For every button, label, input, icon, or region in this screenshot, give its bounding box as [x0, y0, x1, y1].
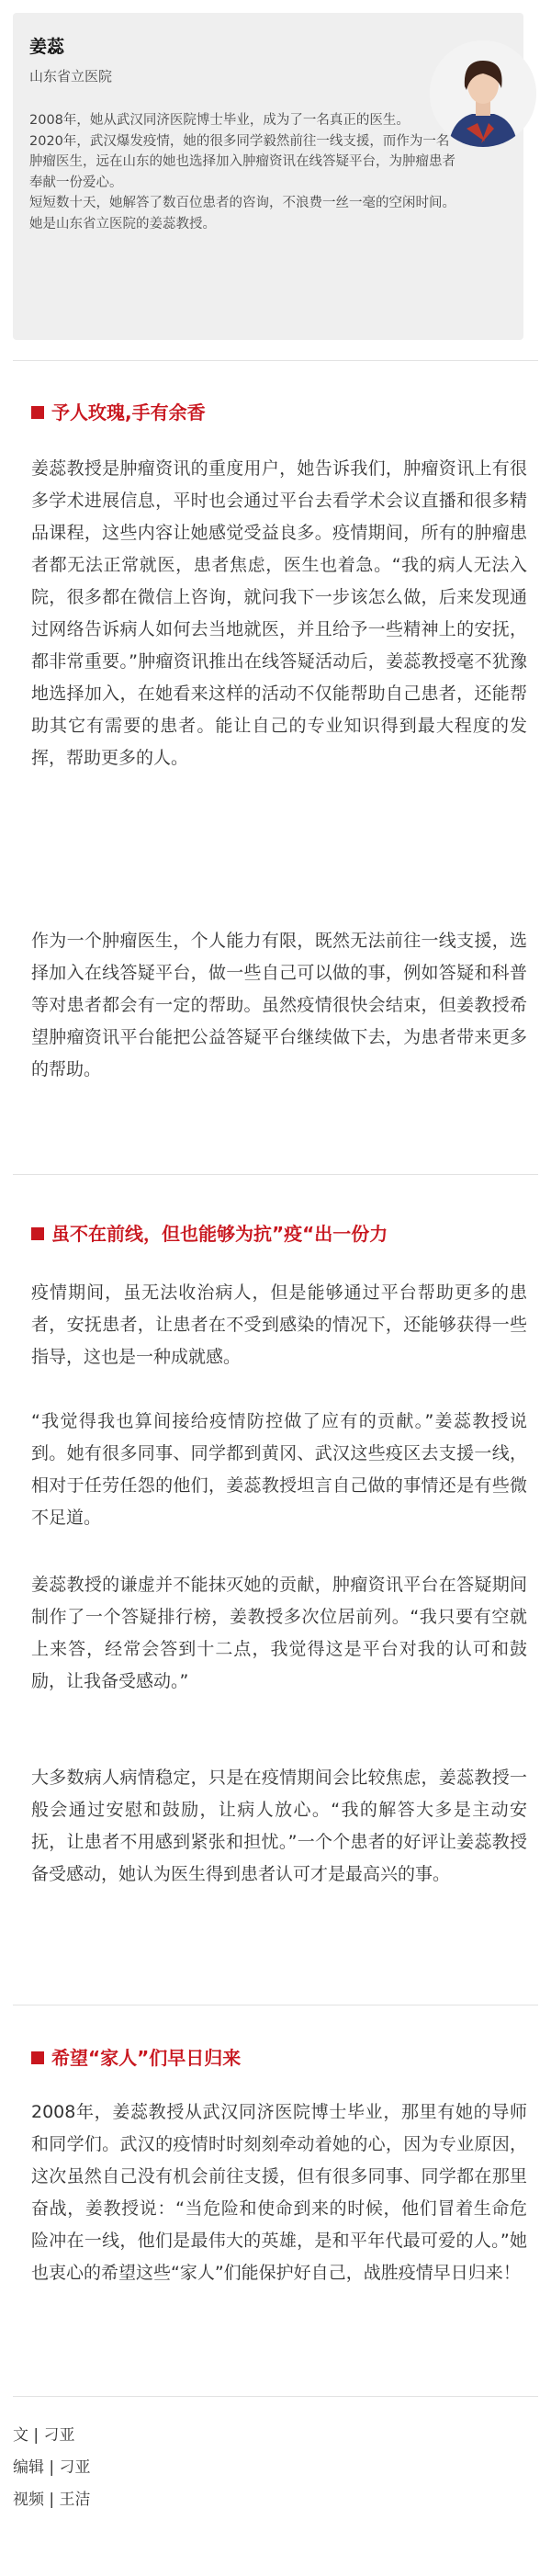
paragraph-text: 姜蕊教授是肿瘤资讯的重度用户，她告诉我们，肿瘤资讯上有很多学术进展信息，平时也会通过平台去看学术会议直播和很多精品课程，这些内容让她感觉受益良多。疫情期间，所有的肿瘤患者都无法正常就医，患者焦虑，医生也着急。“我的病人无法入院，很多都在微信上咨询，就问我下一步该怎么做，后来发现通过网络告诉病人如何去当地就医，并且给予一些精神上的安抚，都非常重要。”肿瘤资讯推出在线答疑活动后，姜蕊教授毫不犹豫地选择加入，在她看来这样的活动不仅能帮助自己患者，还能帮助其它有需要的患者。能让自己的专业知识得到最大程度的发挥，帮助更多的人。 — [31, 458, 527, 768]
credit-author: 文 | 刁亚 — [13, 2426, 75, 2445]
section-title: 虽不在前线，但也能够为抗”疫“出一份力 — [51, 1223, 388, 1245]
paragraph — [31, 1569, 527, 1698]
profile-name: 姜蕊 — [29, 37, 65, 57]
paragraph-text: 姜蕊教授的谦虚并不能抹灭她的贡献，肿瘤资讯平台在答疑期间制作了一个答疑排行榜，姜教授多次位居前列。“我只要有空就上来答，经常会答到十二点，我觉得这是平台对我的认可和鼓励，让我备受感动。” — [31, 1575, 527, 1691]
divider — [13, 1174, 538, 1175]
credit-video: 视频 | 王洁 — [13, 2491, 91, 2509]
credit-editor: 编辑 | 刁亚 — [13, 2458, 91, 2477]
credits — [13, 2420, 91, 2516]
paragraph — [31, 1277, 527, 1373]
paragraph-text: 疫情期间，虽无法收治病人，但是能够通过平台帮助更多的患者，安抚患者，让患者在不受到感染的情况下，还能够获得一些指导，这也是一种成就感。 — [31, 1282, 527, 1367]
paragraph — [31, 1762, 527, 1891]
section-title: 予人玫瑰,手有余香 — [51, 401, 206, 424]
divider — [13, 360, 538, 361]
paragraph — [31, 925, 527, 1086]
section-heading — [31, 398, 206, 424]
paragraph-text: 2008年，姜蕊教授从武汉同济医院博士毕业，那里有她的导师和同学们。武汉的疫情时时刻刻牵动着她的心，因为专业原因，这次虽然自己没有机会前往支援，但有很多同事、同学都在那里奋战，姜教授说：“当危险和使命到来的时候，他们冒着生命危险冲在一线，他们是最伟大的英雄，是和平年代最可爱的人。”她也衷心的希望这些“家人”们能保护好自己，战胜疫情早日归来！ — [31, 2102, 527, 2283]
avatar — [430, 40, 536, 147]
profile-bio — [29, 110, 461, 234]
section-title: 希望“家人”们早日归来 — [51, 2047, 242, 2069]
section-heading — [31, 1219, 388, 1246]
paragraph — [31, 453, 527, 774]
red-square-marker-icon — [31, 2051, 44, 2064]
section-heading — [31, 2043, 241, 2070]
paragraph-text: “我觉得我也算间接给疫情防控做了应有的贡献。”姜蕊教授说到。她有很多同事、同学都到黄冈、武汉这些疫区去支援一线，相对于任劳任怨的他们，姜蕊教授坦言自己做的事情还是有些微不足道。 — [31, 1411, 527, 1528]
divider — [13, 2396, 538, 2397]
profile-card — [13, 13, 523, 340]
portrait-photo-icon — [430, 40, 536, 147]
bio-line: 短短数十天，她解答了数百位患者的咨询，不浪费一丝一毫的空闲时间。 — [29, 196, 455, 210]
bio-line: 2008年，她从武汉同济医院博士毕业，成为了一名真正的医生。 — [29, 113, 410, 128]
red-square-marker-icon — [31, 1227, 44, 1240]
profile-hospital: 山东省立医院 — [29, 68, 113, 85]
red-square-marker-icon — [31, 406, 44, 419]
bio-line: 2020年，武汉爆发疫情，她的很多同学毅然前往一线支援，而作为一名肿瘤医生，远在山东的她也选择加入肿瘤资讯在线答疑平台，为肿瘤患者奉献一份爱心。 — [29, 133, 455, 190]
paragraph — [31, 1406, 527, 1534]
paragraph-text: 大多数病人病情稳定，只是在疫情期间会比较焦虑，姜蕊教授一般会通过安慰和鼓励，让病人放心。“我的解答大多是主动安抚，让患者不用感到紧张和担忧。”一个个患者的好评让姜蕊教授备受感动，她认为医生得到患者认可才是最高兴的事。 — [31, 1768, 527, 1884]
paragraph — [31, 2096, 527, 2289]
paragraph-text: 作为一个肿瘤医生，个人能力有限，既然无法前往一线支援，选择加入在线答疑平台，做一些自己可以做的事，例如答疑和科普等对患者都会有一定的帮助。虽然疫情很快会结束，但姜教授希望肿瘤资讯平台能把公益答疑平台继续做下去，为患者带来更多的帮助。 — [31, 931, 527, 1079]
bio-line: 她是山东省立医院的姜蕊教授。 — [29, 216, 216, 232]
